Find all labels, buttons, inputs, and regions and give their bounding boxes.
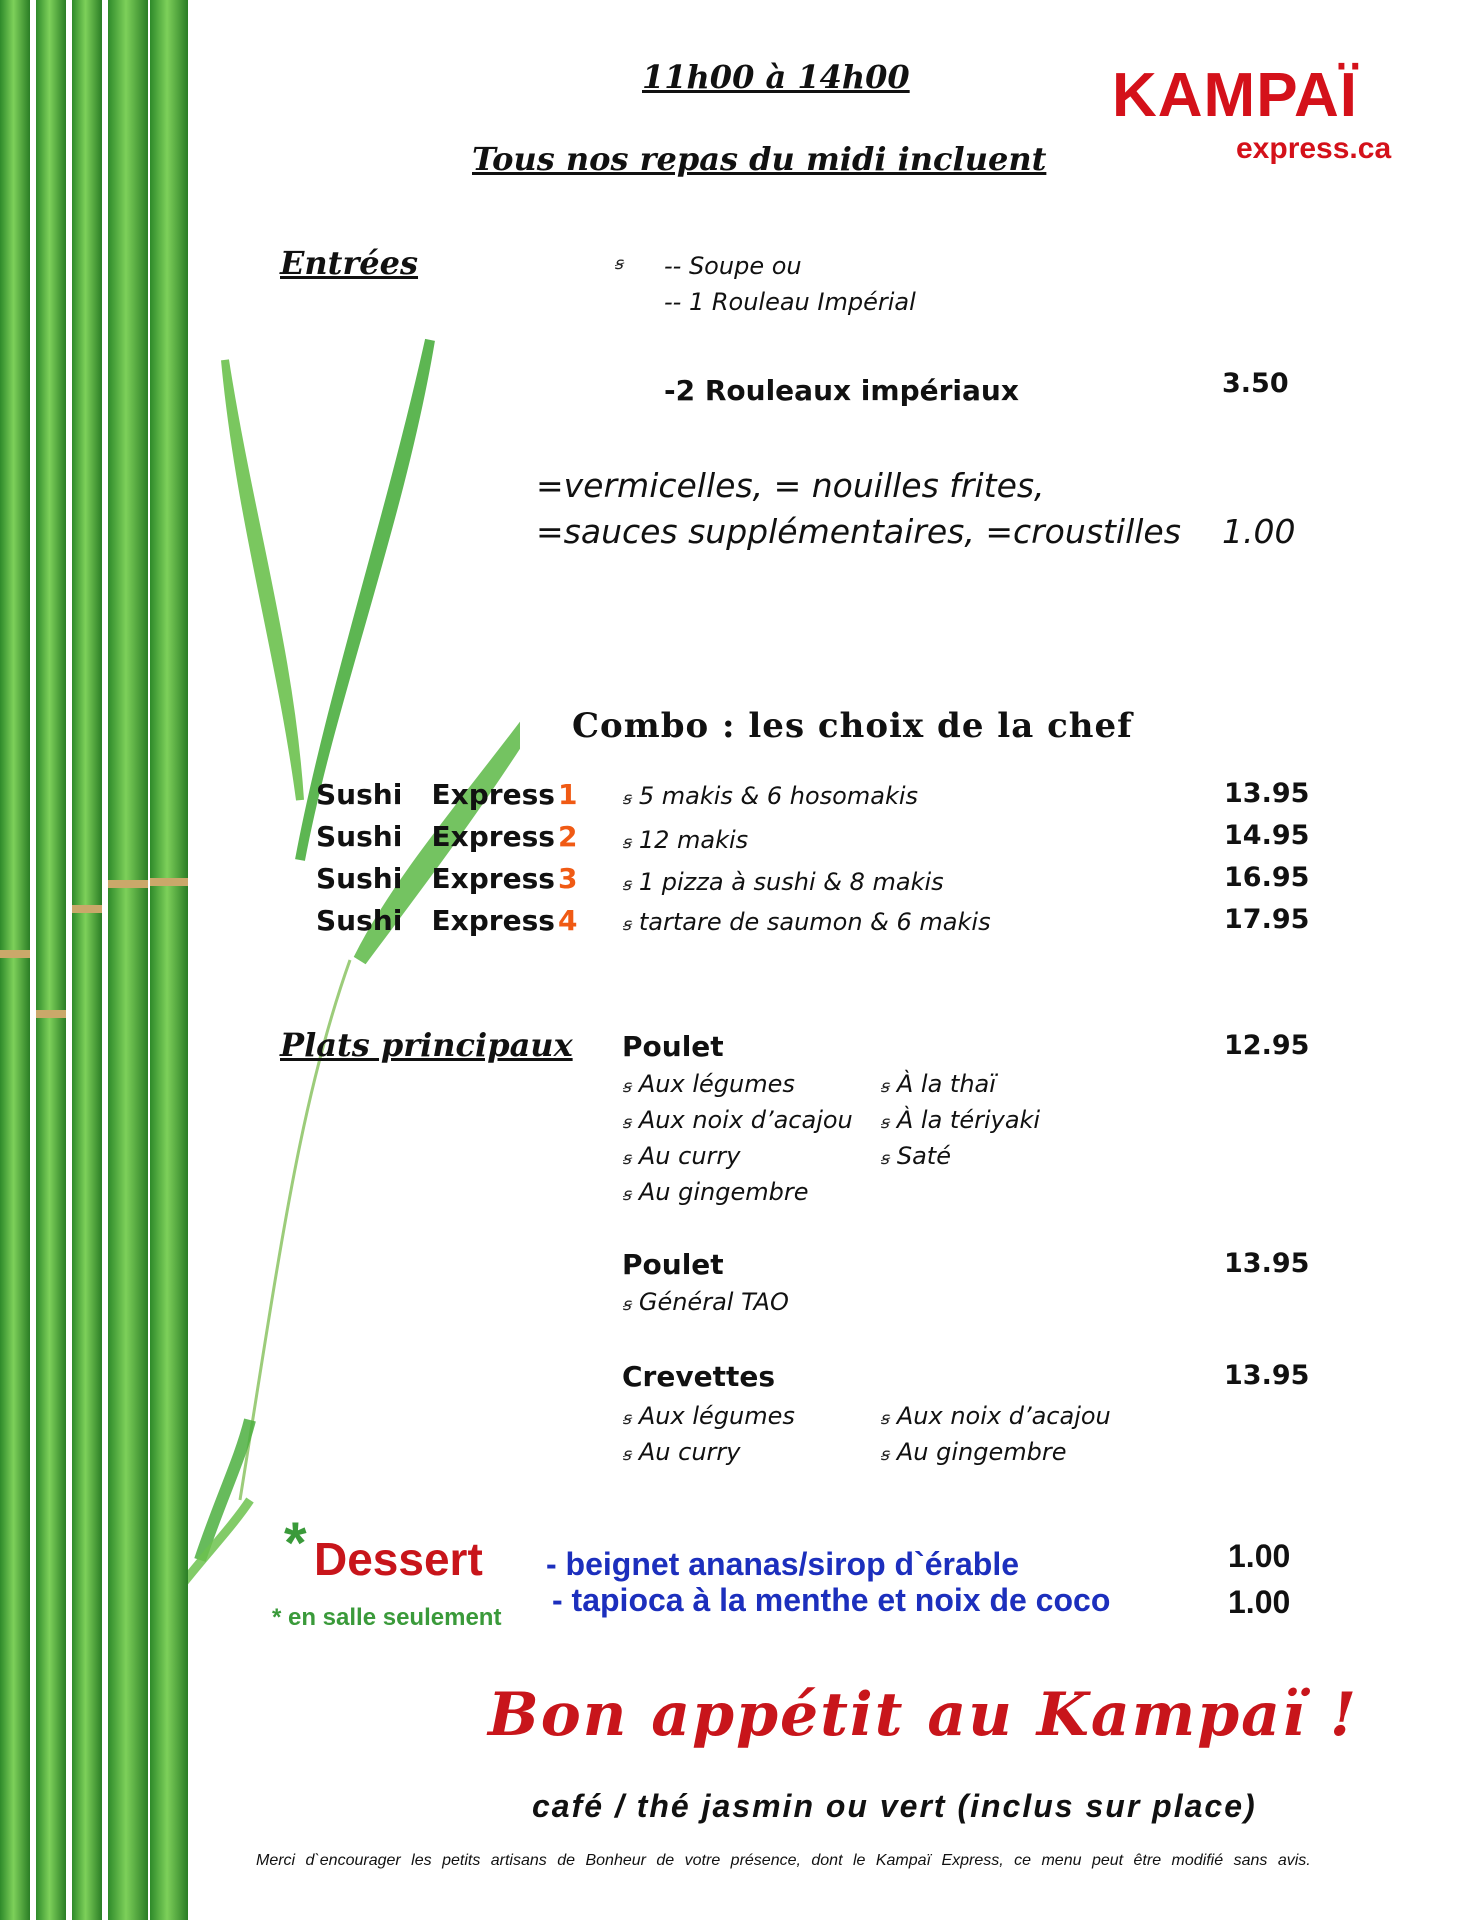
plat-crevettes-option: ꞩ Aux légumes	[622, 1402, 795, 1430]
combo-row-1-price: 13.95	[1224, 778, 1310, 809]
bon-appetit-banner: Bon appétit au Kampaï !	[488, 1680, 1359, 1750]
dessert-item-1: - beignet ananas/sirop d`érable	[546, 1546, 1019, 1582]
combo-row-4-desc: ꞩ tartare de saumon & 6 makis	[622, 908, 991, 936]
entree-bullet-icon: ꞩ	[614, 254, 623, 274]
entree-option-roll: -- 1 Rouleau Impérial	[664, 288, 916, 316]
dessert-note: * en salle seulement	[272, 1604, 502, 1631]
dessert-asterisk: *	[284, 1511, 307, 1576]
combo-row-1-name: Sushi Express	[316, 778, 555, 811]
kampai-logo-subtitle: express.ca	[1236, 132, 1392, 165]
bamboo-illustration	[0, 0, 520, 1920]
plat-crevettes-price: 13.95	[1224, 1360, 1310, 1391]
cafe-the-note: café / thé jasmin ou vert (inclus sur place)	[532, 1788, 1257, 1824]
combo-row-4-number: 4	[558, 904, 578, 937]
dessert-item-1-price: 1.00	[1228, 1538, 1291, 1574]
combo-row-2-number: 2	[558, 820, 578, 853]
combo-row-1-desc: ꞩ 5 makis & 6 hosomakis	[622, 782, 919, 810]
combo-row-4-name: Sushi Express	[316, 904, 555, 937]
sides-line-1: =vermicelles, = nouilles frites,	[536, 466, 1045, 505]
dessert-title: Dessert	[314, 1533, 483, 1585]
dessert-item-2: - tapioca à la menthe et noix de coco	[552, 1582, 1111, 1618]
plats-principaux-title: Plats principaux	[280, 1026, 573, 1064]
plat-poulet-2-price: 13.95	[1224, 1248, 1310, 1279]
service-hours: 11h00 à 14h00	[642, 58, 910, 96]
plat-poulet-1-option: ꞩ Au curry	[622, 1142, 741, 1170]
combo-row-4-price: 17.95	[1224, 904, 1310, 935]
plat-crevettes-option: ꞩ Au curry	[622, 1438, 741, 1466]
dessert-item-2-price: 1.00	[1228, 1584, 1291, 1620]
kampai-logo: KAMPAÏ	[1112, 61, 1358, 130]
combo-row-3-number: 3	[558, 862, 578, 895]
plat-crevettes-option: ꞩ Au gingembre	[880, 1438, 1067, 1466]
entrees-title: Entrées	[280, 244, 419, 282]
sides-line-2: =sauces supplémentaires, =croustilles	[536, 512, 1181, 551]
combo-row-3-name: Sushi Express	[316, 862, 555, 895]
combo-row-1-number: 1	[558, 778, 578, 811]
combo-row-3-desc: ꞩ 1 pizza à sushi & 8 makis	[622, 868, 944, 896]
merci-disclaimer: Merci d`encourager les petits artisans de Bonheur de votre présence, dont le Kampaï Express, ce menu peut être modifié sans avis.	[256, 1852, 1311, 1869]
plat-poulet-1-price: 12.95	[1224, 1030, 1310, 1061]
entree-option-soup: -- Soupe ou	[664, 252, 802, 280]
combo-row-2-price: 14.95	[1224, 820, 1310, 851]
extra-rolls-item: -2 Rouleaux impériaux	[664, 374, 1019, 407]
plat-poulet-1-option: ꞩ À la thaï	[880, 1070, 996, 1098]
plat-crevettes-option: ꞩ Aux noix d’acajou	[880, 1402, 1111, 1430]
plat-poulet-1-name: Poulet	[622, 1030, 724, 1063]
meals-include-heading: Tous nos repas du midi incluent	[472, 140, 1047, 178]
plat-crevettes-name: Crevettes	[622, 1360, 776, 1393]
extra-rolls-price: 3.50	[1222, 368, 1289, 399]
combo-title: Combo : les choix de la chef	[572, 706, 1133, 746]
plat-poulet-1-option: ꞩ Au gingembre	[622, 1178, 809, 1206]
plat-poulet-2-name: Poulet	[622, 1248, 724, 1281]
combo-row-2-name: Sushi Express	[316, 820, 555, 853]
plat-poulet-2-option: ꞩ Général TAO	[622, 1288, 789, 1316]
combo-row-2-desc: ꞩ 12 makis	[622, 826, 749, 854]
plat-poulet-1-option: ꞩ Aux légumes	[622, 1070, 795, 1098]
sides-price: 1.00	[1222, 512, 1296, 551]
plat-poulet-1-option: ꞩ Saté	[880, 1142, 951, 1170]
combo-row-3-price: 16.95	[1224, 862, 1310, 893]
plat-poulet-1-option: ꞩ Aux noix d’acajou	[622, 1106, 853, 1134]
plat-poulet-1-option: ꞩ À la tériyaki	[880, 1106, 1041, 1134]
